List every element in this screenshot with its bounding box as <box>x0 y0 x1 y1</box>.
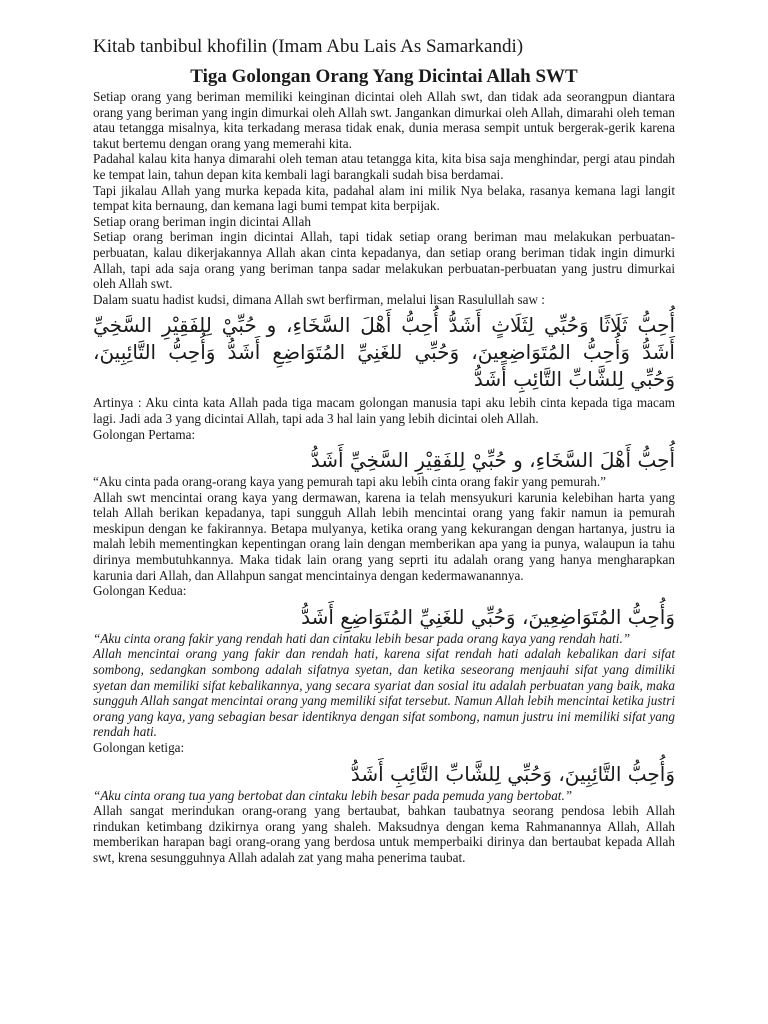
source-title: Kitab tanbibul khofilin (Imam Abu Lais As Samarkandi) <box>93 36 524 57</box>
artinya-paragraph: Artinya : Aku cinta kata Allah pada tiga macam golongan manusia tapi aku lebih cinta kepada tiga macam lagi. Jadi ada 3 yang dicintai Allah, tapi ada 3 hal lain yang lebih dicintai oleh Allah. <box>93 395 675 426</box>
document-title: Tiga Golongan Orang Yang Dicintai Allah SWT <box>190 66 578 87</box>
golongan-pertama-quote: “Aku cinta pada orang-orang kaya yang pemurah tapi aku lebih cinta orang fakir yang pemurah.” <box>93 474 607 490</box>
intro-paragraph-4: Setiap orang beriman ingin dicintai Allah, tapi tidak setiap orang beriman mau melakukan perbuatan-perbuatan, kalau dikerjakannya Allah akan cinta kepadanya, dan setiap orang beriman tidak ingin dimurki Allah, tapi ada saja orang yang beriman tanpa sadar melakukan perbuatan-perbuatan yang justru dimurkai oleh Allah swt. <box>93 229 675 292</box>
golongan-pertama-body: Allah swt mencintai orang kaya yang dermawan, karena ia telah mensyukuri karunia kelebihan harta yang telah Allah berikan kepadanya, tapi sungguh Allah lebih mencintai orang yang fakir namun ia pemurah meskipun dengan ke fakirannya. Betapa mulyanya, ketika orang yang kekurangan dengan hartanya, justru ia malah lebih mementingkan kepentingan orang lain dengan memberikan apa yang ia punya, walaupun ia tahu dirinya membutuhkannya. Maka tidak lain orang yang seprti itu adalah orang yang hanya mengharapkan karunia dari Allah, dan Allahpun sangat mencintainya dengan kedermawanannya. <box>93 489 675 583</box>
golongan-kedua-arabic: وَأُحِبُّ المُتَوَاضِعِينَ، وَحُبِّي للغَنِيِّ المُتَوَاضِعِ أَشَدُّ <box>301 604 675 629</box>
intro-paragraph-3: Tapi jikalau Allah yang murka kepada kita, padahal alam ini milik Nya belaka, rasanya kemana lagi langit tempat kita bernaung, dan kemana lagi bumi tempat kita berpijak. <box>93 182 675 214</box>
golongan-pertama-arabic: أُحِبُّ أَهْلَ السَّخَاءِ، و حُبِّيْ لِلفَقِيْرِ السَّخِيِّ أَشَدُّ <box>310 448 675 473</box>
section-subheading: Setiap orang beriman ingin dicintai Allah <box>93 213 311 229</box>
golongan-ketiga-body: Allah sangat merindukan orang-orang yang bertaubat, bahkan taubatnya seorang pendosa lebih Allah rindukan ketimbang dzikirnya orang yang shaleh. Maksudnya dengan kema Rahmanannya Allah, Allah memberikan harapan bagi orang-orang yang berdosa untuk memperbaiki dirinya dan bertaubat kepada Allah swt, krena sesungguhnya Allah adalah zat yang maha penerima taubat. <box>93 803 675 865</box>
golongan-kedua-body: Allah mencintai orang yang fakir dan rendah hati, karena sifat rendah hati adalah kebalikan dari sifat sombong, sedangkan sombong adalah sifatnya syetan, dan ketika seseorang menjauhi sifat yang dimiliki syetan dan memiliki sifat kebalikannya, yang secara syariat dan sosial itu adalah perbuatan yang baik, maka sungguh Allah sangat mencintai orang yang memiliki sifat tersebut. Namun Allah lebih mencintai ketika justri orang yang kaya, yang sebagian besar identiknya dengan sifat sombong, namun justru ini memiliki sifat yang rendah hati. <box>93 646 675 740</box>
intro-paragraph-5: Dalam suatu hadist kudsi, dimana Allah swt berfirman, melalui lisan Rasulullah saw : <box>93 291 545 307</box>
hadith-arabic-text: أُحِبُّ ثَلَاثًا وَحُبِّي لِثَلَاثٍ أَشَدُّ أُحِبُّ أَهْلَ السَّخَاءِ، و حُبِّيْ لِلفَقِيْرِ السَّخِيِّ أَشَدُّ وَأُحِبُّ المُتَوَاضِعِينَ، وَحُبِّي للغَنِيِّ المُتَوَاضِعِ أَشَدُّ وَأُحِبُّ التَّائِبِينَ، وَحُبِّي لِلشَّابِّ التَّائِبِ أَشَدُّ <box>93 313 675 392</box>
golongan-ketiga-label: Golongan ketiga: <box>93 740 185 755</box>
golongan-ketiga-quote: “Aku cinta orang tua yang bertobat dan cintaku lebih besar pada pemuda yang bertobat.” <box>93 787 573 803</box>
intro-paragraph-1: Setiap orang yang beriman memiliki keinginan dicintai oleh Allah swt, dan tidak ada seorangpun diantara orang yang beriman yang ingin dimurkai oleh Allah swt. Jangankan dimurkai oleh Allah, dimarahi oleh teman atau tetangga misalnya, kita terkadang merasa tidak enak, dunia merasa sempit untuk bergerak-gerik karena takut bertemu dengan orang yang memerahi kita. <box>93 89 675 151</box>
golongan-ketiga-arabic: وَأُحِبُّ التَّائِبِينَ، وَحُبِّي لِلشَّابِّ التَّائِبِ أَشَدُّ <box>350 761 675 786</box>
intro-paragraph-2: Padahal kalau kita hanya dimarahi oleh teman atau tetangga kita, kita bisa saja menghindar, pergi atau pindah ke tempat lain, tahun depan kita kembali lagi barangkali sudah bisa berdamai. <box>93 151 675 182</box>
golongan-kedua-label: Golongan Kedua: <box>93 583 187 599</box>
golongan-kedua-quote: “Aku cinta orang fakir yang rendah hati dan cintaku lebih besar pada orang kaya yang rendah hati.” <box>93 630 631 646</box>
golongan-pertama-label: Golongan Pertama: <box>93 426 196 442</box>
